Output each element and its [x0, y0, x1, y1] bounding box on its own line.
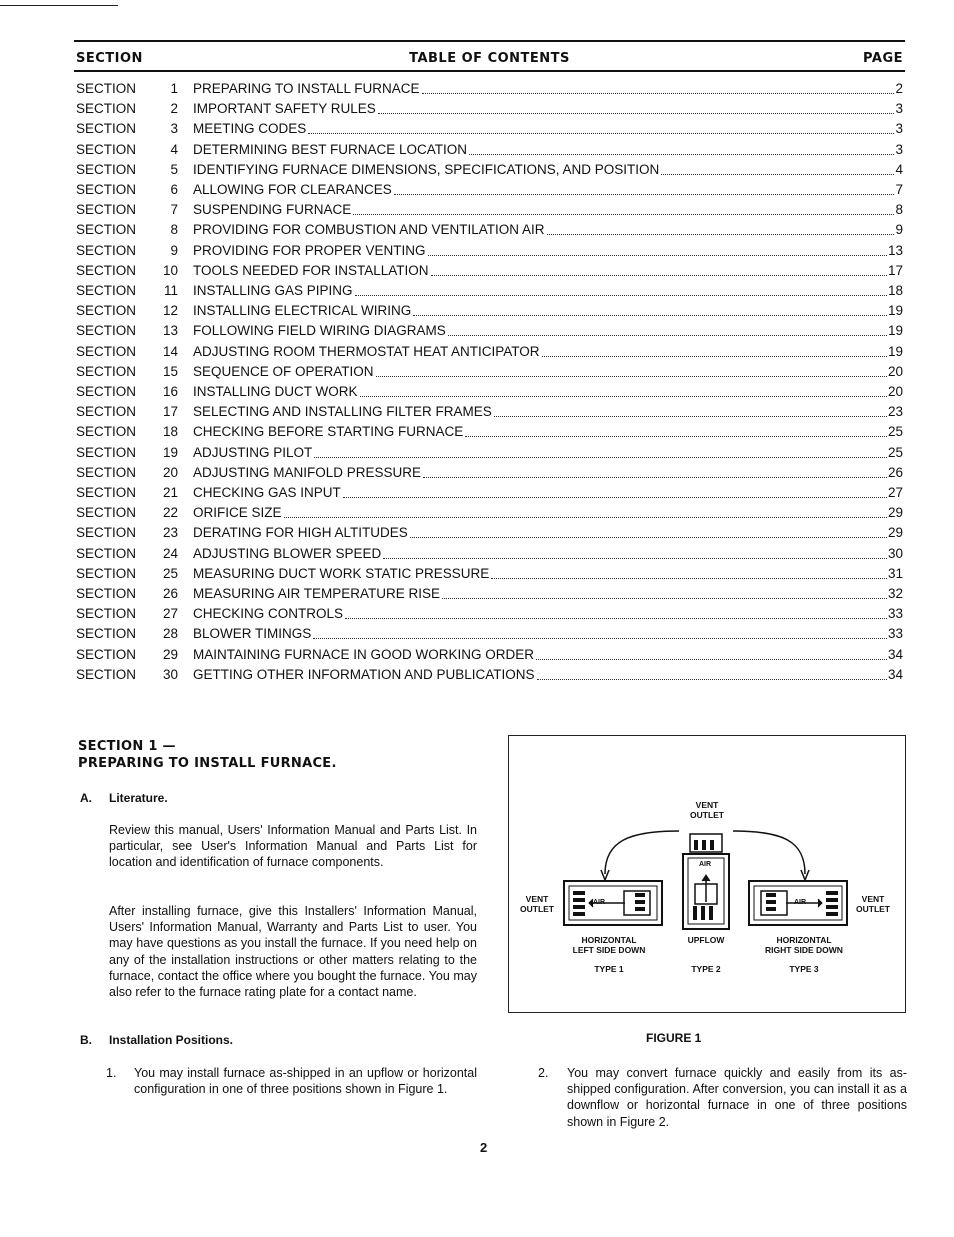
toc-leader-dots [469, 140, 894, 155]
toc-entry-title: CHECKING BEFORE STARTING FURNACE [193, 424, 464, 440]
toc-leader-dots [494, 402, 887, 417]
toc-entry [193, 180, 903, 200]
toc-entry-title: ADJUSTING BLOWER SPEED [193, 545, 382, 561]
toc-entry-title: PREPARING TO INSTALL FURNACE [193, 81, 420, 96]
toc-row [76, 160, 903, 180]
toc-page-number: 33 [887, 626, 903, 642]
toc-section-label: SECTION [76, 485, 137, 500]
toc-row [76, 382, 903, 402]
toc-row [76, 544, 903, 564]
toc-leader-dots [491, 564, 887, 579]
toc-section-label: SECTION [76, 646, 137, 662]
toc-entry-title: BLOWER TIMINGS [193, 626, 312, 642]
toc-page-number: 20 [887, 363, 903, 379]
toc-entry-title: CHECKING GAS INPUT [193, 485, 341, 500]
toc-entry-title: INSTALLING GAS PIPING [193, 283, 353, 298]
toc-entry [193, 140, 903, 160]
toc-page-number: 25 [887, 444, 903, 460]
toc-leader-dots [413, 301, 887, 316]
toc-entry-title: ADJUSTING MANIFOLD PRESSURE [193, 464, 422, 480]
toc-entry [193, 200, 903, 220]
toc-row [76, 200, 903, 220]
toc-section-label: SECTION [76, 323, 137, 339]
toc-section-number: 16 [162, 384, 178, 399]
toc-section-label: SECTION [76, 464, 137, 480]
toc-leader-dots [661, 160, 894, 175]
toc-header-section: SECTION [76, 51, 143, 66]
toc-leader-dots [547, 220, 895, 235]
toc-page-number: 19 [887, 323, 903, 339]
toc-section-label: SECTION [76, 565, 137, 581]
type1-label: TYPE 1 [594, 964, 624, 974]
toc-section-number: 12 [162, 303, 178, 319]
toc-entry-title: MEASURING DUCT WORK STATIC PRESSURE [193, 565, 490, 581]
toc-entry-title: ADJUSTING PILOT [193, 444, 313, 460]
toc-section-label: SECTION [76, 161, 137, 177]
toc-section-label: SECTION [76, 586, 137, 601]
toc-section-number: 21 [162, 485, 178, 500]
toc-entry [193, 241, 903, 261]
toc-leader-dots [465, 422, 887, 437]
toc-leader-dots [423, 463, 887, 478]
section1-heading-line1: SECTION 1 — [78, 739, 176, 754]
toc-row [76, 321, 903, 341]
toc-section-number: 3 [170, 121, 178, 137]
type1-caption-line1: HORIZONTAL [581, 935, 637, 945]
literature-paragraph-2: After installing furnace, give this Installers' Information Manual, Users' Information Manual, Warranty and Parts List to user. You may have questions as you install the furnace. If you need help on any of the installation instructions or other matters relating to the furnace, contact the office where you bought the furnace. You may also refer to the furnace rating plate for a contact name. [109, 904, 477, 1000]
toc-entry [193, 564, 903, 584]
toc-section-label: SECTION [76, 545, 137, 561]
top-vent-outlet-label [689, 800, 725, 820]
left-vent-outlet-label [517, 894, 557, 914]
toc-entry [193, 443, 903, 463]
toc-row [76, 241, 903, 261]
toc-leader-dots [308, 119, 894, 134]
left-vent-label-line1: VENT [525, 894, 549, 904]
type2-label: TYPE 2 [691, 964, 721, 974]
toc-section-label: SECTION [76, 404, 137, 420]
toc-header-page: PAGE [863, 51, 903, 66]
toc-row [76, 140, 903, 160]
toc-entry-title: ADJUSTING ROOM THERMOSTAT HEAT ANTICIPATOR [193, 343, 540, 359]
toc-leader-dots [422, 79, 895, 94]
toc-entry-title: TOOLS NEEDED FOR INSTALLATION [193, 262, 429, 278]
toc-row [76, 443, 903, 463]
toc-section-number: 11 [163, 283, 178, 298]
toc-page-number: 3 [895, 101, 903, 117]
toc-entry-title: INSTALLING ELECTRICAL WIRING [193, 303, 412, 319]
toc-row [76, 342, 903, 362]
toc-entry-title: CHECKING CONTROLS [193, 606, 344, 622]
item-2-number: 2. [538, 1066, 549, 1080]
toc-leader-dots [313, 624, 887, 639]
toc-page-number: 30 [887, 545, 903, 561]
section1-heading [78, 738, 337, 772]
toc-leader-dots [314, 443, 887, 458]
toc-entry-title: SEQUENCE OF OPERATION [193, 363, 374, 379]
toc-entry-title: SELECTING AND INSTALLING FILTER FRAMES [193, 404, 492, 420]
toc-leader-dots [394, 180, 895, 195]
toc-row [76, 301, 903, 321]
toc-section-number: 17 [162, 404, 178, 420]
toc-section-label: SECTION [76, 202, 137, 218]
toc-entry [193, 301, 903, 321]
toc-entry-title: SUSPENDING FURNACE [193, 202, 352, 218]
item-1-text: You may install furnace as-shipped in an upflow or horizontal configuration in one of three positions shown in Figure 1. [134, 1066, 477, 1097]
figure-1 [508, 735, 906, 1013]
toc-row [76, 665, 903, 685]
toc-row [76, 99, 903, 119]
toc-section-label: SECTION [76, 81, 137, 96]
toc-entry-title: ORIFICE SIZE [193, 505, 282, 521]
toc-entry-title: DETERMINING BEST FURNACE LOCATION [193, 141, 468, 157]
toc-row [76, 564, 903, 584]
toc-section-number: 19 [162, 444, 178, 460]
toc-leader-dots [536, 645, 887, 660]
right-vent-label-line1: VENT [861, 894, 885, 904]
subsection-b-label: B. [80, 1033, 92, 1047]
toc-section-number: 20 [162, 464, 178, 480]
toc-row [76, 281, 903, 301]
toc-row [76, 180, 903, 200]
toc-page-number: 19 [887, 343, 903, 359]
toc-row [76, 79, 903, 99]
toc-page-number: 8 [895, 202, 903, 218]
toc-leader-dots [431, 261, 887, 276]
type2-caption [671, 935, 741, 974]
top-vent-label-line2: OUTLET [690, 810, 724, 820]
toc-page-number: 32 [887, 586, 903, 601]
toc-entry [193, 382, 903, 402]
toc-entry-title: PROVIDING FOR COMBUSTION AND VENTILATION AIR [193, 222, 545, 238]
toc-section-label: SECTION [76, 444, 137, 460]
toc-entry [193, 584, 903, 604]
toc-section-label: SECTION [76, 303, 137, 319]
toc-entry [193, 79, 903, 99]
toc-entry [193, 119, 903, 139]
top-vent-label-line1: VENT [695, 800, 719, 810]
toc-section-number: 22 [162, 505, 178, 521]
toc-page-number: 25 [887, 424, 903, 440]
toc-entry-title: MAINTAINING FURNACE IN GOOD WORKING ORDER [193, 646, 535, 662]
right-vent-outlet-label [853, 894, 893, 914]
toc-entry [193, 665, 903, 685]
toc-leader-dots [353, 200, 894, 215]
toc-page-number: 33 [887, 606, 903, 622]
toc-leader-dots [343, 483, 887, 498]
section1-heading-line2: PREPARING TO INSTALL FURNACE. [78, 756, 337, 771]
toc-row [76, 624, 903, 644]
toc-page-number: 27 [887, 485, 903, 500]
toc-section-label: SECTION [76, 666, 137, 682]
toc-entry [193, 483, 903, 503]
toc-entry [193, 544, 903, 564]
toc-section-number: 30 [162, 666, 178, 682]
toc-entry-title: GETTING OTHER INFORMATION AND PUBLICATIONS [193, 666, 535, 682]
toc-entry-title: PROVIDING FOR PROPER VENTING [193, 242, 426, 258]
toc-entry [193, 342, 903, 362]
toc-page-number: 13 [887, 242, 903, 258]
toc-row [76, 119, 903, 139]
literature-paragraph-1: Review this manual, Users' Information Manual and Parts List. In particular, see User's Information Manual and Parts List for location and identification of furnace components. [109, 823, 477, 870]
toc-section-label: SECTION [76, 283, 137, 298]
toc-leader-dots [378, 99, 895, 114]
type3-label: TYPE 3 [789, 964, 819, 974]
toc-section-number: 24 [162, 545, 178, 561]
toc-page-number: 20 [887, 384, 903, 399]
toc-section-number: 25 [162, 565, 178, 581]
toc-leader-dots [448, 321, 887, 336]
type3-caption-line1: HORIZONTAL [776, 935, 832, 945]
toc-row [76, 362, 903, 382]
type3-air-label: AIR [794, 899, 807, 906]
toc-entry [193, 220, 903, 240]
toc-section-number: 8 [170, 222, 178, 238]
toc-entry [193, 645, 903, 665]
toc-section-label: SECTION [76, 505, 137, 521]
right-arrow-curve [733, 831, 805, 874]
toc-page-number: 29 [887, 525, 903, 541]
toc-entry [193, 362, 903, 382]
toc-leader-dots [442, 584, 887, 599]
toc-row [76, 645, 903, 665]
toc-section-label: SECTION [76, 525, 137, 541]
toc-row [76, 261, 903, 281]
toc-row [76, 523, 903, 543]
toc-section-label: SECTION [76, 343, 137, 359]
toc-section-label: SECTION [76, 606, 137, 622]
toc-entry [193, 422, 903, 442]
toc-entry-title: ALLOWING FOR CLEARANCES [193, 182, 392, 197]
toc-section-label: SECTION [76, 262, 137, 278]
toc-entry [193, 402, 903, 422]
toc-entry [193, 160, 903, 180]
toc-page-number: 19 [887, 303, 903, 319]
toc-page-number: 23 [887, 404, 903, 420]
toc-leader-dots [537, 665, 887, 680]
item-1-number: 1. [106, 1066, 117, 1080]
figure-caption: FIGURE 1 [646, 1031, 702, 1045]
toc-section-label: SECTION [76, 182, 137, 197]
toc-entry [193, 604, 903, 624]
toc-header-title: TABLE OF CONTENTS [409, 51, 570, 66]
type2-air-label: AIR [699, 861, 712, 868]
toc-header [74, 40, 905, 72]
toc-entry-title: INSTALLING DUCT WORK [193, 384, 358, 399]
type3-caption-line2: RIGHT SIDE DOWN [765, 945, 843, 955]
toc-entry-title: MEETING CODES [193, 121, 307, 137]
toc-leader-dots [355, 281, 887, 296]
top-rule [0, 5, 118, 6]
toc-section-label: SECTION [76, 384, 137, 399]
toc-entry-title: FOLLOWING FIELD WIRING DIAGRAMS [193, 323, 446, 339]
item-2-text: You may convert furnace quickly and easily from its as-shipped configuration. After conversion, you can install it as a downflow or horizontal furnace in one of three positions shown in Figure 2. [567, 1066, 907, 1129]
toc-entry [193, 261, 903, 281]
toc-section-label: SECTION [76, 626, 137, 642]
toc-section-label: SECTION [76, 424, 137, 440]
toc-section-label: SECTION [76, 222, 137, 238]
toc-page-number: 7 [895, 182, 903, 197]
toc-entry [193, 503, 903, 523]
toc-section-number: 6 [170, 182, 178, 197]
toc-row [76, 584, 903, 604]
toc-section-number: 4 [170, 141, 178, 157]
toc-section-label: SECTION [76, 242, 137, 258]
toc-entry-title: DERATING FOR HIGH ALTITUDES [193, 525, 408, 541]
toc-section-number: 1 [170, 81, 178, 96]
toc-leader-dots [410, 523, 887, 538]
toc-page-number: 29 [887, 505, 903, 521]
right-vent-label-line2: OUTLET [856, 904, 890, 914]
toc-row [76, 402, 903, 422]
toc-entry [193, 99, 903, 119]
toc-section-number: 2 [170, 101, 178, 117]
toc-section-number: 10 [162, 262, 178, 278]
toc-section-label: SECTION [76, 141, 137, 157]
toc-entry [193, 624, 903, 644]
toc-section-number: 27 [162, 606, 178, 622]
toc-row [76, 463, 903, 483]
toc-section-number: 14 [162, 343, 178, 359]
toc-row [76, 483, 903, 503]
subsection-a-title: Literature. [109, 791, 168, 805]
toc-leader-dots [345, 604, 887, 619]
toc-section-number: 15 [162, 363, 178, 379]
toc-leader-dots [383, 544, 887, 559]
toc-entry [193, 463, 903, 483]
toc-entry [193, 523, 903, 543]
toc-page-number: 2 [895, 81, 903, 96]
toc-page-number: 31 [887, 565, 903, 581]
toc-entry [193, 321, 903, 341]
page-number: 2 [480, 1140, 488, 1155]
left-arrow-curve [605, 831, 679, 874]
toc-page-number: 26 [887, 464, 903, 480]
toc-section-number: 5 [170, 161, 178, 177]
type3-caption [749, 935, 859, 974]
toc-leader-dots [376, 362, 887, 377]
toc-section-label: SECTION [76, 121, 137, 137]
toc-section-number: 18 [162, 424, 178, 440]
toc-entry-title: MEASURING AIR TEMPERATURE RISE [193, 586, 441, 601]
type1-caption [554, 935, 664, 974]
toc-leader-dots [542, 342, 887, 357]
toc-page-number: 9 [895, 222, 903, 238]
toc-section-label: SECTION [76, 363, 137, 379]
toc-section-number: 26 [162, 586, 178, 601]
toc-entry-title: IMPORTANT SAFETY RULES [193, 101, 376, 117]
toc-entry-title: IDENTIFYING FURNACE DIMENSIONS, SPECIFICATIONS, AND POSITION [193, 161, 660, 177]
toc-section-number: 29 [162, 646, 178, 662]
left-vent-label-line2: OUTLET [520, 904, 554, 914]
type1-air-label: AIR [593, 899, 606, 906]
subsection-b-title: Installation Positions. [109, 1033, 234, 1047]
toc-row [76, 604, 903, 624]
toc-section-label: SECTION [76, 101, 137, 117]
toc-page-number: 18 [887, 283, 903, 298]
toc-entry [193, 281, 903, 301]
toc-page-number: 3 [895, 121, 903, 137]
subsection-a-label: A. [80, 791, 92, 805]
toc-row [76, 220, 903, 240]
type2-caption-line1: UPFLOW [687, 935, 725, 945]
toc-leader-dots [428, 241, 887, 256]
toc-row [76, 422, 903, 442]
toc-page-number: 3 [895, 141, 903, 157]
toc-section-number: 9 [170, 242, 178, 258]
toc-page-number: 34 [887, 666, 903, 682]
toc-section-number: 28 [162, 626, 178, 642]
toc-row [76, 503, 903, 523]
toc-section-number: 13 [162, 323, 178, 339]
type1-furnace-icon [564, 881, 662, 925]
toc-leader-dots [360, 382, 887, 397]
type1-caption-line2: LEFT SIDE DOWN [572, 945, 646, 955]
toc-section-number: 23 [162, 525, 178, 541]
toc-page-number: 34 [887, 646, 903, 662]
toc-section-number: 7 [170, 202, 178, 218]
toc-page-number: 17 [887, 262, 903, 278]
toc-leader-dots [284, 503, 887, 518]
toc-page-number: 4 [895, 161, 903, 177]
